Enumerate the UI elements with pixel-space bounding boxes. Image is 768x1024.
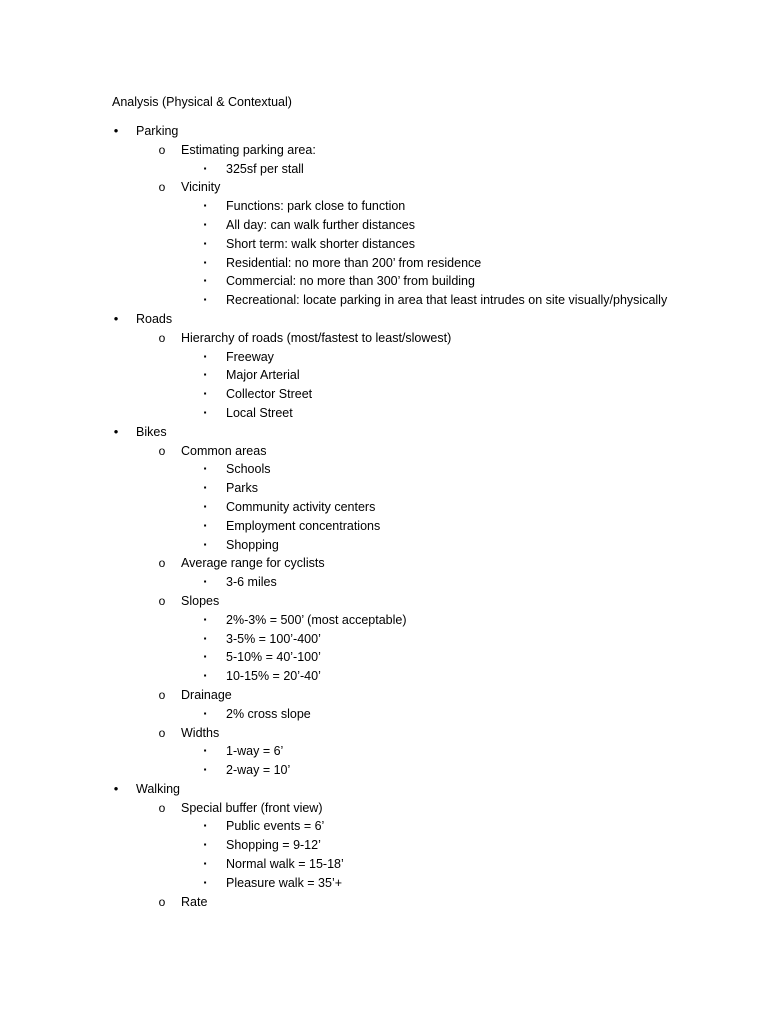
outline-item-level-3 bbox=[0, 254, 768, 273]
outline-item-text: Normal walk = 15-18’ bbox=[226, 857, 344, 872]
bullet-icon: o bbox=[158, 556, 166, 571]
bullet-icon: o bbox=[158, 330, 166, 345]
outline-item-text: Pleasure walk = 35’+ bbox=[226, 875, 343, 890]
bullet-icon: ▪ bbox=[203, 201, 207, 211]
document-title: Analysis (Physical & Contextual) bbox=[112, 95, 292, 109]
outline-item-level-3 bbox=[0, 479, 768, 498]
bullet-icon: ▪ bbox=[203, 351, 207, 361]
outline-item-text: Community activity centers bbox=[226, 499, 376, 514]
bullet-icon: ▪ bbox=[203, 219, 207, 229]
bullet-icon: o bbox=[158, 142, 166, 157]
outline-item-text: 2-way = 10’ bbox=[226, 763, 291, 778]
bullet-icon: ▪ bbox=[203, 539, 207, 549]
outline-item-level-1 bbox=[0, 122, 768, 141]
bullet-icon: ▪ bbox=[203, 163, 207, 173]
bullet-icon: ▪ bbox=[203, 633, 207, 643]
bullet-icon: ▪ bbox=[203, 652, 207, 662]
bullet-icon: ▪ bbox=[203, 483, 207, 493]
outline-item-level-3 bbox=[0, 836, 768, 855]
outline-item-text: Roads bbox=[136, 311, 173, 326]
outline-item-level-2 bbox=[0, 554, 768, 573]
bullet-icon: ▪ bbox=[203, 840, 207, 850]
outline-item-text: Commercial: no more than 300’ from building bbox=[226, 274, 475, 289]
outline-item-text: Widths bbox=[181, 725, 220, 740]
outline-item-level-3 bbox=[0, 160, 768, 179]
outline-item-text: Common areas bbox=[181, 443, 267, 458]
outline-item-level-3 bbox=[0, 536, 768, 555]
outline-item-text: 3-5% = 100’-400’ bbox=[226, 631, 321, 646]
outline-item-text: 5-10% = 40’-100’ bbox=[226, 650, 321, 665]
outline-item-text: 1-way = 6’ bbox=[226, 744, 284, 759]
outline-item-level-2 bbox=[0, 799, 768, 818]
outline-item-text: Drainage bbox=[181, 687, 232, 702]
bullet-icon: • bbox=[113, 310, 119, 326]
bullet-icon: ▪ bbox=[203, 276, 207, 286]
outline-item-text: Special buffer (front view) bbox=[181, 800, 323, 815]
bullet-icon: ▪ bbox=[203, 671, 207, 681]
bullet-icon: o bbox=[158, 443, 166, 458]
outline-item-level-2 bbox=[0, 141, 768, 160]
outline-item-level-1 bbox=[0, 310, 768, 329]
outline-item-text: Freeway bbox=[226, 349, 274, 364]
outline-item-text: Shopping = 9-12’ bbox=[226, 838, 321, 853]
outline-item-level-3 bbox=[0, 216, 768, 235]
outline-item-level-1 bbox=[0, 780, 768, 799]
outline-item-text: Parks bbox=[226, 481, 258, 496]
outline-item-text: Walking bbox=[136, 781, 180, 796]
outline-item-level-3 bbox=[0, 197, 768, 216]
outline-item-text: Short term: walk shorter distances bbox=[226, 236, 415, 251]
outline-item-text: 325sf per stall bbox=[226, 161, 304, 176]
outline-item-level-3 bbox=[0, 291, 768, 310]
bullet-icon: o bbox=[158, 687, 166, 702]
bullet-icon: ▪ bbox=[203, 257, 207, 267]
outline-item-level-3 bbox=[0, 648, 768, 667]
outline-item-text: Hierarchy of roads (most/fastest to least/slowest) bbox=[181, 330, 452, 345]
outline-item-text: Vicinity bbox=[181, 180, 221, 195]
bullet-icon: • bbox=[113, 780, 119, 796]
bullet-icon: ▪ bbox=[203, 765, 207, 775]
outline-item-level-3 bbox=[0, 667, 768, 686]
outline-item-text: 10-15% = 20’-40’ bbox=[226, 669, 321, 684]
outline-item-level-2 bbox=[0, 442, 768, 461]
outline-item-level-3 bbox=[0, 460, 768, 479]
outline-item-text: Public events = 6’ bbox=[226, 819, 325, 834]
outline-item-text: 2%-3% = 500’ (most acceptable) bbox=[226, 612, 407, 627]
outline-item-text: 3-6 miles bbox=[226, 575, 277, 590]
outline-item-text: Bikes bbox=[136, 424, 167, 439]
bullet-icon: • bbox=[113, 423, 119, 439]
bullet-icon: ▪ bbox=[203, 501, 207, 511]
outline-item-text: Shopping bbox=[226, 537, 279, 552]
bullet-icon: ▪ bbox=[203, 746, 207, 756]
bullet-icon: ▪ bbox=[203, 389, 207, 399]
bullet-icon: o bbox=[158, 180, 166, 195]
bullet-icon: ▪ bbox=[203, 708, 207, 718]
outline-item-text: Major Arterial bbox=[226, 368, 300, 383]
outline-item-level-3 bbox=[0, 573, 768, 592]
bullet-icon: ▪ bbox=[203, 407, 207, 417]
bullet-icon: ▪ bbox=[203, 370, 207, 380]
bullet-icon: ▪ bbox=[203, 859, 207, 869]
outline-item-level-3 bbox=[0, 348, 768, 367]
bullet-icon: ▪ bbox=[203, 614, 207, 624]
outline-item-text: Collector Street bbox=[226, 387, 313, 402]
outline-item-level-3 bbox=[0, 742, 768, 761]
outline-item-level-3 bbox=[0, 235, 768, 254]
outline-item-level-3 bbox=[0, 611, 768, 630]
outline-item-text: Average range for cyclists bbox=[181, 556, 325, 571]
outline-item-level-3 bbox=[0, 498, 768, 517]
outline-item-level-3 bbox=[0, 272, 768, 291]
outline-item-text: Employment concentrations bbox=[226, 518, 381, 533]
bullet-icon: ▪ bbox=[203, 577, 207, 587]
bullet-icon: o bbox=[158, 593, 166, 608]
outline-item-level-3 bbox=[0, 366, 768, 385]
outline-item-level-3 bbox=[0, 855, 768, 874]
outline-item-text: Schools bbox=[226, 462, 271, 477]
bullet-icon: ▪ bbox=[203, 238, 207, 248]
outline-item-text: Rate bbox=[181, 894, 208, 909]
outline-item-level-3 bbox=[0, 385, 768, 404]
outline-item-level-2 bbox=[0, 893, 768, 912]
outline-item-level-3 bbox=[0, 817, 768, 836]
bullet-icon: ▪ bbox=[203, 520, 207, 530]
outline-list bbox=[0, 122, 768, 911]
outline-item-level-3 bbox=[0, 705, 768, 724]
outline-item-level-3 bbox=[0, 874, 768, 893]
bullet-icon: ▪ bbox=[203, 821, 207, 831]
outline-item-level-2 bbox=[0, 592, 768, 611]
outline-item-level-3 bbox=[0, 517, 768, 536]
bullet-icon: o bbox=[158, 800, 166, 815]
outline-item-text: Functions: park close to function bbox=[226, 199, 406, 214]
bullet-icon: ▪ bbox=[203, 877, 207, 887]
outline-item-text: All day: can walk further distances bbox=[226, 217, 415, 232]
outline-item-level-3 bbox=[0, 761, 768, 780]
outline-item-level-2 bbox=[0, 724, 768, 743]
outline-item-level-3 bbox=[0, 630, 768, 649]
bullet-icon: • bbox=[113, 123, 119, 138]
outline-item-level-1 bbox=[0, 423, 768, 442]
outline-item-text: Estimating parking area: bbox=[181, 142, 316, 157]
outline-item-text: Parking bbox=[136, 124, 179, 138]
outline-item-level-2 bbox=[0, 178, 768, 197]
bullet-icon: o bbox=[158, 894, 166, 909]
outline-item-text: Recreational: locate parking in area that least intrudes on site visually/physically bbox=[226, 293, 668, 308]
outline-item-text: Slopes bbox=[181, 593, 220, 608]
outline-item-text: 2% cross slope bbox=[226, 706, 311, 721]
bullet-icon: ▪ bbox=[203, 464, 207, 474]
bullet-icon: o bbox=[158, 725, 166, 740]
bullet-icon: ▪ bbox=[203, 295, 207, 305]
outline-item-text: Local Street bbox=[226, 405, 293, 420]
outline-item-level-2 bbox=[0, 329, 768, 348]
outline-item-level-3 bbox=[0, 404, 768, 423]
outline-item-level-2 bbox=[0, 686, 768, 705]
outline-item-text: Residential: no more than 200’ from residence bbox=[226, 255, 482, 270]
